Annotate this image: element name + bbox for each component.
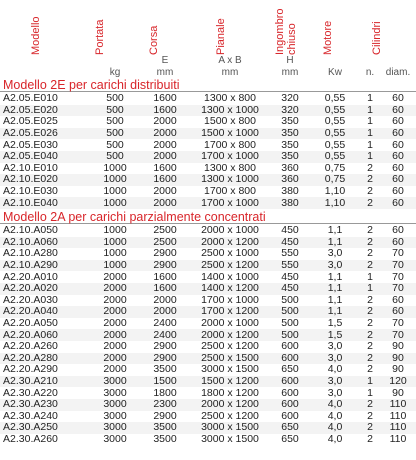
table-cell: 4,0 (327, 364, 343, 376)
table-cell: 500 (90, 105, 140, 117)
table-cell: 500 (106, 139, 124, 151)
table-cell: 2000 (103, 340, 127, 353)
table-cell: 60 (392, 185, 404, 198)
table-cell: 1400 x 1200 (190, 283, 270, 295)
table-cell: 1400 x 1000 (201, 271, 259, 283)
table-cell: 350 (270, 128, 310, 140)
table-cell: 450 (281, 225, 299, 237)
table-cell: 1600 (153, 162, 177, 174)
table-cell: 2 (360, 329, 380, 341)
table-row (0, 318, 416, 330)
table-cell: 4,0 (327, 433, 343, 445)
table-cell: 1000 (90, 260, 140, 272)
table-row (0, 139, 416, 151)
table-cell: 2 (367, 185, 373, 198)
table-row (0, 353, 416, 365)
table-cell: 2900 (140, 353, 190, 365)
table-section-2a (0, 225, 416, 445)
table-cell: 110 (389, 433, 407, 445)
table-cell: 500 (90, 151, 140, 163)
table-cell: 3,0 (310, 260, 360, 272)
table-cell: 1,1 (310, 283, 360, 295)
table-cell: 90 (392, 364, 404, 376)
table-cell: 1,5 (310, 329, 360, 341)
table-cell: 550 (270, 260, 310, 272)
letter-row (0, 55, 416, 66)
table-cell: 2 (360, 399, 380, 411)
table-cell: A2.20.A060 (0, 329, 90, 341)
table-cell: 2 (367, 162, 373, 174)
table-cell: A2.10.E040 (0, 197, 90, 209)
table-cell: A2.30.A230 (0, 399, 90, 411)
table-row (0, 260, 416, 272)
table-cell: 1000 (103, 248, 127, 260)
table-cell: 2500 x 1200 (201, 340, 259, 353)
table-cell: 70 (392, 248, 404, 260)
table-cell: 1600 (153, 93, 177, 105)
unit-ingombro: mm (281, 67, 299, 78)
table-cell: 350 (281, 116, 299, 128)
table-cell: 2500 x 1200 (190, 260, 270, 272)
table-cell: 550 (281, 248, 299, 260)
table-cell: 1,1 (327, 225, 343, 237)
table-cell: 500 (281, 294, 299, 306)
table-cell: 1000 (103, 225, 127, 237)
table-cell: A2.20.A260 (3, 340, 58, 353)
table-cell: 2500 x 1000 (201, 248, 259, 260)
table-row (0, 376, 416, 388)
table-cell: 2000 x 1000 (201, 225, 259, 237)
table-row (0, 399, 416, 411)
table-cell: 2000 (103, 364, 127, 376)
table-cell: 2900 (153, 340, 177, 353)
table-cell: 450 (270, 237, 310, 249)
table-cell: 2300 (140, 399, 190, 411)
table-cell: 2000 (103, 271, 127, 283)
unit-cilindri-n: n. (365, 67, 375, 78)
table-cell: 600 (270, 376, 310, 388)
table-cell: 2000 (90, 353, 140, 365)
table-cell: 70 (380, 283, 416, 295)
table-cell: 650 (281, 433, 299, 445)
table-cell: A2.10.E020 (0, 174, 90, 186)
table-cell: 4,0 (310, 399, 360, 411)
table-cell: 70 (392, 271, 404, 283)
table-cell: 1,1 (310, 306, 360, 318)
table-cell: A2.10.A290 (0, 260, 90, 272)
table-cell: 2500 x 1200 (201, 410, 259, 422)
table-cell: 1,10 (310, 197, 360, 209)
table-row (0, 248, 416, 260)
table-row (0, 151, 416, 163)
table-row (0, 434, 416, 446)
table-cell: A2.20.A050 (3, 317, 58, 330)
table-cell: A2.20.A280 (0, 353, 90, 365)
table-cell: 1 (367, 116, 373, 128)
table-cell: 1700 x 800 (204, 185, 256, 198)
table-cell: 2000 (90, 329, 140, 341)
table-cell: 500 (106, 116, 124, 128)
table-cell: A2.20.A020 (0, 283, 90, 295)
table-cell: 70 (380, 260, 416, 272)
table-cell: 60 (380, 237, 416, 249)
table-cell: 1700 x 1200 (190, 306, 270, 318)
table-cell: 1800 (153, 387, 177, 399)
table-cell: 350 (270, 151, 310, 163)
table-cell: 1600 (140, 174, 190, 186)
table-row (0, 186, 416, 198)
table-cell: 1 (360, 151, 380, 163)
table-cell: 1300 x 1000 (190, 174, 270, 186)
table-cell: 2 (360, 353, 380, 365)
table-cell: 2000 (140, 197, 190, 209)
table-cell: 0,75 (310, 174, 360, 186)
table-cell: 0,55 (310, 151, 360, 163)
table-cell: 2 (367, 340, 373, 353)
table-cell: 2000 x 1200 (190, 237, 270, 249)
table-cell: 60 (380, 174, 416, 186)
table-cell: 3000 (90, 422, 140, 434)
table-cell: 3500 (153, 364, 177, 376)
section-title-2a: Modello 2A per carichi parzialmente concentrati (0, 210, 416, 224)
table-cell: 450 (281, 271, 299, 283)
table-cell: 110 (380, 399, 416, 411)
table-cell: 3,0 (327, 387, 343, 399)
table-row (0, 364, 416, 376)
table-cell: 3500 (140, 422, 190, 434)
table-row (0, 105, 416, 117)
table-cell: 2 (367, 364, 373, 376)
table-cell: A2.10.A050 (3, 225, 58, 237)
table-cell: 2900 (153, 248, 177, 260)
table-cell: 60 (392, 225, 404, 237)
table-cell: 90 (392, 340, 404, 353)
table-cell: 600 (281, 410, 299, 422)
table-cell: A2.20.A290 (3, 364, 58, 376)
table-cell: 500 (90, 128, 140, 140)
table-cell: 2900 (140, 260, 190, 272)
table-cell: 2000 (103, 294, 127, 306)
table-cell: 3000 x 1500 (190, 422, 270, 434)
table-cell: A2.10.A280 (3, 248, 58, 260)
table-cell: 120 (380, 376, 416, 388)
table-cell: 2500 (140, 237, 190, 249)
table-cell: 70 (392, 317, 404, 330)
table-cell: A2.20.A030 (3, 294, 58, 306)
table-cell: 3000 (103, 387, 127, 399)
table-cell: 0,75 (324, 162, 346, 174)
table-cell: 2 (367, 248, 373, 260)
table-cell: 110 (380, 422, 416, 434)
table-cell: 2 (360, 260, 380, 272)
table-row (0, 387, 416, 399)
table-cell: 600 (281, 340, 299, 353)
table-cell: 3000 (90, 399, 140, 411)
table-row (0, 329, 416, 341)
table-cell: 1000 (90, 197, 140, 209)
table-row (0, 163, 416, 175)
table-cell: 1700 x 1000 (190, 151, 270, 163)
header-modello: Modello (30, 16, 42, 55)
table-cell: A2.05.E025 (3, 116, 58, 128)
letter-corsa: E (161, 55, 169, 66)
table-cell: 1000 (90, 174, 140, 186)
table-cell: 1300 x 800 (204, 93, 256, 105)
table-cell: 1,1 (310, 237, 360, 249)
table-row (0, 283, 416, 295)
table-cell: 1500 x 1000 (190, 128, 270, 140)
table-cell: 360 (281, 162, 299, 174)
table-cell: A2.10.E010 (3, 162, 58, 174)
letter-ingombro: H (286, 55, 294, 66)
table-cell: 600 (281, 387, 299, 399)
table-cell: 1000 (90, 237, 140, 249)
table-cell: A2.30.A240 (3, 410, 58, 422)
table-cell: 1 (360, 376, 380, 388)
table-cell: 3000 (90, 376, 140, 388)
table-cell: 360 (270, 174, 310, 186)
table-cell: 2000 (103, 317, 127, 330)
table-cell: A2.30.A210 (0, 376, 90, 388)
table-cell: 2 (360, 237, 380, 249)
table-cell: A2.10.E030 (3, 185, 58, 198)
table-cell: 500 (270, 329, 310, 341)
unit-row (0, 67, 416, 78)
table-cell: 2 (360, 174, 380, 186)
table-cell: A2.20.A040 (0, 306, 90, 318)
table-cell: 1600 (140, 105, 190, 117)
table-cell: 1 (367, 271, 373, 283)
table-cell: 0,55 (324, 116, 346, 128)
table-cell: 650 (270, 422, 310, 434)
column-headers (0, 0, 416, 55)
table-cell: 500 (270, 306, 310, 318)
table-cell: 2000 (140, 306, 190, 318)
table-cell: 600 (270, 399, 310, 411)
header-pianale: Pianale (215, 18, 227, 55)
table-cell: 0,55 (324, 93, 346, 105)
table-cell: 0,55 (324, 139, 346, 151)
table-cell: 2 (367, 410, 373, 422)
table-cell: 2000 x 1200 (190, 399, 270, 411)
table-cell: A2.30.A260 (3, 433, 58, 445)
table-cell: 60 (392, 294, 404, 306)
table-cell: 650 (281, 364, 299, 376)
table-cell: 2 (367, 294, 373, 306)
table-cell: 1600 (140, 283, 190, 295)
table-cell: 2000 x 1000 (201, 317, 259, 330)
table-cell: A2.05.E026 (0, 128, 90, 140)
table-cell: 1,1 (327, 271, 343, 283)
table-cell: 2400 (153, 317, 177, 330)
table-cell: 60 (392, 93, 404, 105)
table-cell: 1000 (103, 185, 127, 198)
table-cell: 2000 (153, 294, 177, 306)
table-cell: 60 (392, 162, 404, 174)
header-corsa: Corsa (148, 25, 160, 55)
table-cell: 3500 (153, 433, 177, 445)
table-cell: 1300 x 800 (204, 162, 256, 174)
table-row (0, 237, 416, 249)
table-cell: 2000 (140, 151, 190, 163)
table-cell: A2.30.A220 (3, 387, 58, 399)
table-row (0, 422, 416, 434)
table-cell: 60 (380, 197, 416, 209)
table-cell: 2 (367, 433, 373, 445)
table-cell: 1600 (153, 271, 177, 283)
table-cell: 2000 (153, 185, 177, 198)
table-row (0, 295, 416, 307)
header-ingombro: Ingombro (274, 8, 286, 55)
table-cell: 60 (380, 306, 416, 318)
table-cell: 1,10 (324, 185, 346, 198)
header-cilindri: Cilindri (371, 21, 383, 55)
table-cell: 1500 x 800 (204, 116, 256, 128)
table-cell: 60 (392, 139, 404, 151)
unit-corsa: mm (156, 67, 174, 78)
section-title-2e: Modello 2E per carichi distribuiti (0, 78, 416, 92)
table-row (0, 93, 416, 105)
table-cell: 2000 x 1200 (190, 329, 270, 341)
table-cell: 60 (380, 128, 416, 140)
table-cell: 2500 (153, 225, 177, 237)
table-cell: 500 (106, 93, 124, 105)
table-cell: 90 (392, 387, 404, 399)
table-cell: 0,55 (310, 128, 360, 140)
table-row (0, 225, 416, 237)
table-section-2e (0, 93, 416, 209)
table-cell: 1300 x 1000 (190, 105, 270, 117)
table-cell: 2000 (90, 283, 140, 295)
table-row (0, 271, 416, 283)
table-row (0, 116, 416, 128)
table-cell: 1 (360, 105, 380, 117)
table-cell: 70 (380, 329, 416, 341)
table-cell: A2.10.A060 (0, 237, 90, 249)
table-cell: 1500 x 1200 (190, 376, 270, 388)
table-row (0, 306, 416, 318)
table-cell: A2.05.E010 (3, 93, 58, 105)
table-cell: 1,5 (327, 317, 343, 330)
table-cell: A2.05.E040 (0, 151, 90, 163)
table-cell: 60 (380, 151, 416, 163)
table-cell: 2400 (140, 329, 190, 341)
table-cell: 3,0 (310, 353, 360, 365)
table-cell: 1800 x 1200 (201, 387, 259, 399)
table-cell: 1000 (103, 162, 127, 174)
table-row (0, 128, 416, 140)
table-cell: 1700 x 800 (204, 139, 256, 151)
table-cell: 1,1 (327, 294, 343, 306)
table-cell: 3,0 (310, 376, 360, 388)
table-cell: 1 (367, 387, 373, 399)
unit-motore: Kw (328, 67, 342, 78)
table-row (0, 411, 416, 423)
table-cell: 1 (360, 128, 380, 140)
table-cell: 2500 x 1500 (190, 353, 270, 365)
table-cell: 350 (281, 139, 299, 151)
unit-pianale: mm (221, 67, 239, 78)
table-cell: 1 (367, 139, 373, 151)
table-cell: A2.05.E020 (0, 105, 90, 117)
letter-pianale: A x B (218, 55, 242, 66)
table-cell: 2 (360, 197, 380, 209)
table-cell: 1700 x 1000 (201, 294, 259, 306)
table-cell: 60 (392, 116, 404, 128)
table-cell: 500 (281, 317, 299, 330)
table-cell: 2 (360, 306, 380, 318)
table-cell: 2 (367, 225, 373, 237)
table-cell: 1500 (140, 376, 190, 388)
header-motore: Motore (322, 20, 334, 55)
table-cell: 1 (367, 93, 373, 105)
table-cell: 3,0 (327, 340, 343, 353)
table-cell: 3000 x 1500 (201, 433, 259, 445)
table-cell: 60 (380, 105, 416, 117)
unit-portata: kg (109, 67, 121, 78)
table-cell: 320 (281, 93, 299, 105)
table-cell: 1700 x 1000 (190, 197, 270, 209)
table-cell: 320 (270, 105, 310, 117)
table-cell: 110 (389, 410, 407, 422)
table-cell: 2 (360, 422, 380, 434)
table-cell: 90 (380, 353, 416, 365)
table-cell: 2000 (90, 306, 140, 318)
table-cell: A2.05.E030 (3, 139, 58, 151)
table-cell: 450 (270, 283, 310, 295)
table-cell: 380 (281, 185, 299, 198)
table-cell: 3,0 (327, 248, 343, 260)
table-cell: 2000 (153, 116, 177, 128)
table-cell: 1 (360, 283, 380, 295)
table-cell: A2.20.A010 (3, 271, 58, 283)
table-cell: 4,0 (327, 410, 343, 422)
unit-cilindri-diam: diam. (385, 67, 411, 78)
table-row (0, 197, 416, 209)
table-cell: 600 (270, 353, 310, 365)
table-cell: 2 (367, 317, 373, 330)
table-cell: 0,55 (310, 105, 360, 117)
table-cell: 3000 x 1500 (201, 364, 259, 376)
header-portata: Portata (94, 19, 106, 55)
table-cell: 3000 (103, 410, 127, 422)
table-row (0, 174, 416, 186)
table-row (0, 341, 416, 353)
table-cell: 2000 (140, 128, 190, 140)
table-cell: 2900 (153, 410, 177, 422)
table-cell: 3000 (103, 433, 127, 445)
table-cell: 380 (270, 197, 310, 209)
table-cell: 2000 (153, 139, 177, 151)
header-chiuso: chiuso (286, 23, 298, 55)
table-cell: A2.30.A250 (0, 422, 90, 434)
table-cell: 4,0 (310, 422, 360, 434)
